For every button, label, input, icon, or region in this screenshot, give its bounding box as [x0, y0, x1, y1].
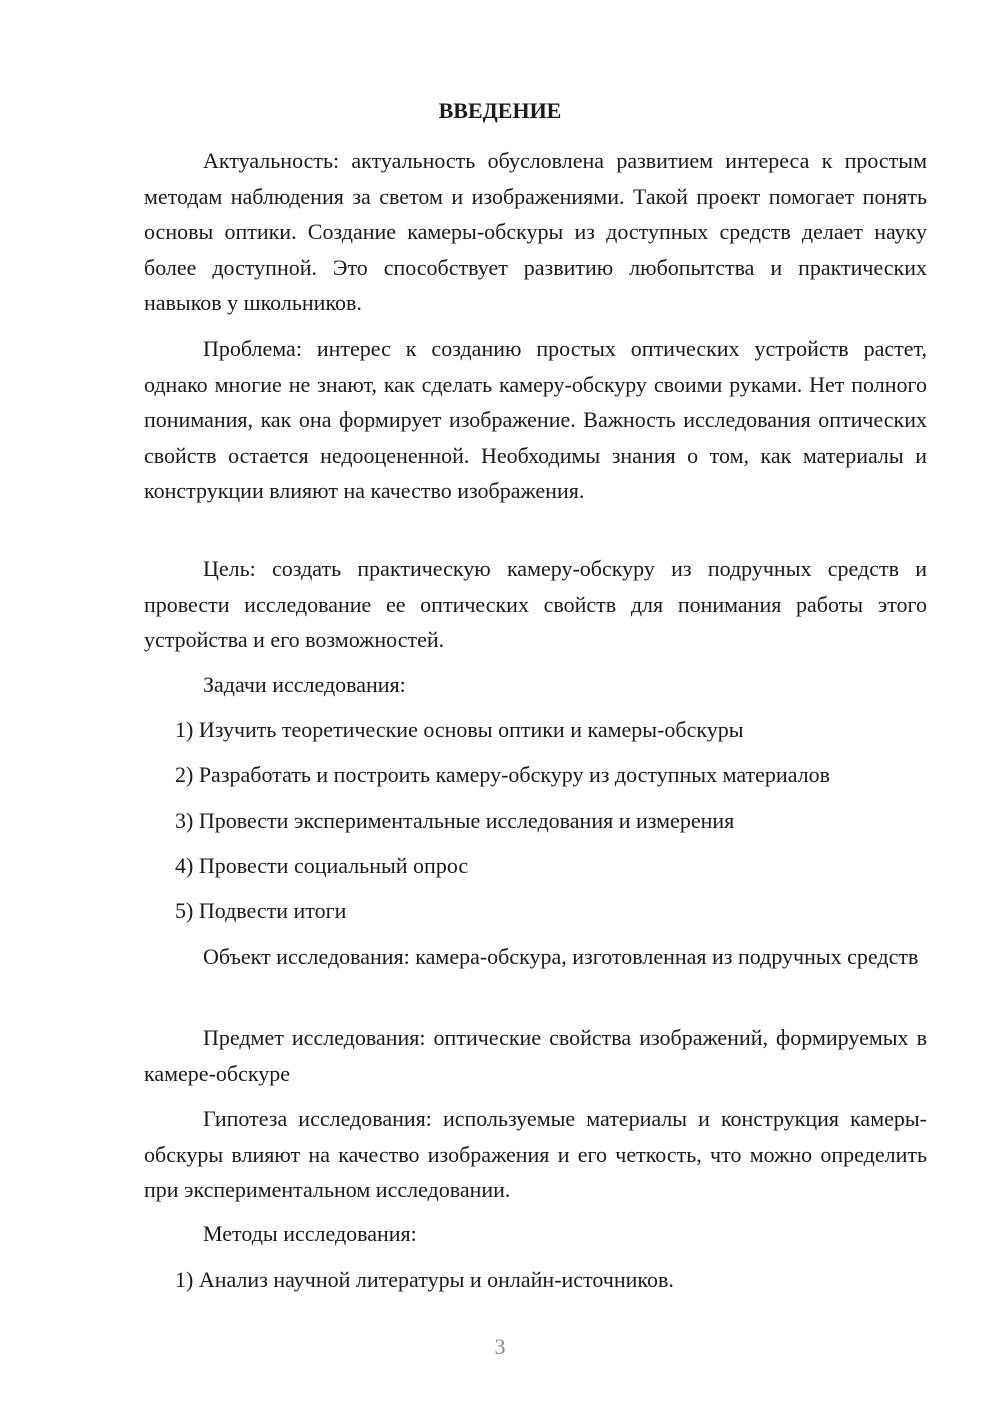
- page-number: 3: [494, 1334, 506, 1359]
- tasks-title: Задачи исследования:: [203, 672, 406, 697]
- paragraph-object: Объект исследования: камера-обскура, изготовленная из подручных средств: [203, 944, 919, 969]
- task-item: 4) Провести социальный опрос: [175, 853, 469, 878]
- method-item: 1) Анализ научной литературы и онлайн-источников.: [175, 1267, 674, 1292]
- paragraph-problem: Проблема: интерес к созданию простых оптических устройств растет, однако многие не знают, как сделать камеру-обскуру своими руками. Нет полного понимания, как она формирует изображение. Важность исследования оптических свойств остается недооцененной. Необходимы знания о том, как материалы и конструкции влияют на качество изображения.: [144, 336, 927, 503]
- paragraph-actuality: Актуальность: актуальность обусловлена развитием интереса к простым методам наблюдения за светом и изображениями. Такой проект помогает понять основы оптики. Создание камеры-обскуры из доступных средств делает науку более доступной. Это способствует развитию любопытства и практических навыков у школьников.: [144, 148, 927, 315]
- paragraph-goal: Цель: создать практическую камеру-обскуру из подручных средств и провести исследование ее оптических свойств для понимания работы этого устройства и его возможностей.: [144, 556, 927, 652]
- task-item: 1) Изучить теоретические основы оптики и камеры-обскуры: [175, 717, 744, 742]
- paragraph-subject: Предмет исследования: оптические свойства изображений, формируемых в камере-обскуре: [144, 1025, 927, 1086]
- methods-title: Методы исследования:: [203, 1221, 417, 1246]
- section-heading: ВВЕДЕНИЕ: [438, 98, 562, 123]
- task-item: 3) Провести экспериментальные исследования и измерения: [175, 808, 735, 833]
- task-item: 2) Разработать и построить камеру-обскуру из доступных материалов: [175, 762, 831, 787]
- task-item: 5) Подвести итоги: [175, 898, 347, 923]
- paragraph-hypothesis: Гипотеза исследования: используемые материалы и конструкция камеры-обскуры влияют на качество изображения и его четкость, что можно определить при экспериментальном исследовании.: [144, 1106, 927, 1202]
